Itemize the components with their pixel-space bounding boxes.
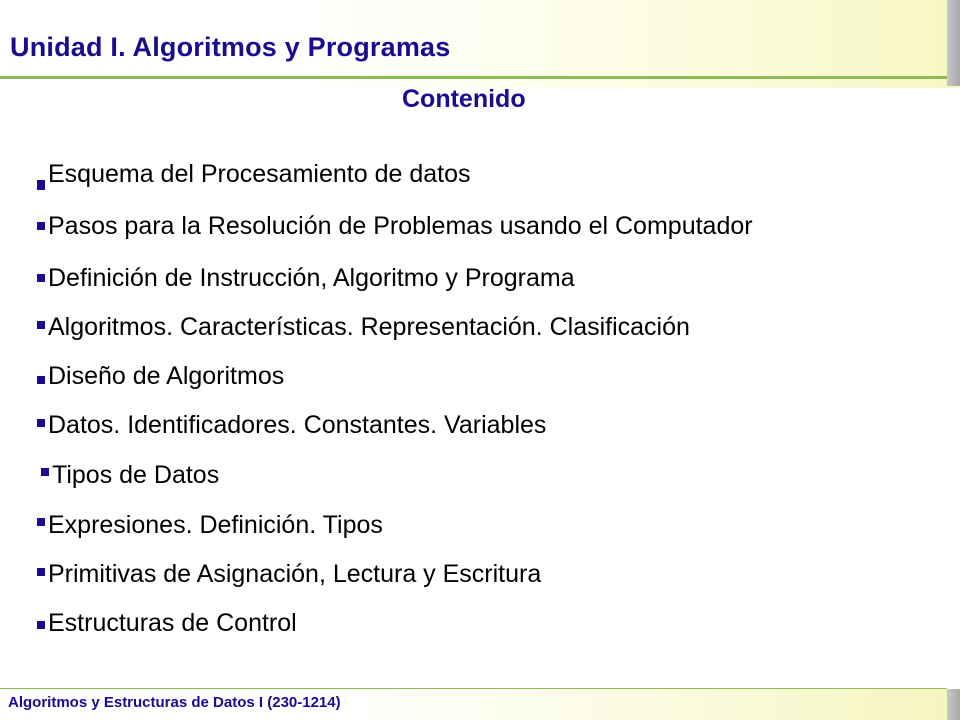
unit-title: Unidad I. Algoritmos y Programas [10, 32, 451, 62]
title-divider [0, 76, 947, 79]
bullet-square-icon [37, 222, 45, 230]
list-item-text: Datos. Identificadores. Constantes. Variables [48, 411, 547, 439]
list-item-text: Tipos de Datos [52, 461, 220, 489]
list-item-text: Pasos para la Resolución de Problemas usando el Computador [48, 212, 753, 240]
list-item-text: Diseño de Algoritmos [48, 362, 285, 390]
list-item-text: Algoritmos. Características. Representación. Clasificación [48, 313, 690, 341]
bullet-square-icon [37, 180, 45, 190]
bullet-square-icon [37, 568, 45, 576]
bullet-square-icon [37, 274, 45, 282]
bullet-square-icon [37, 518, 45, 526]
list-item-text: Estructuras de Control [48, 609, 297, 637]
footer-shadow [947, 689, 960, 720]
bullet-square-icon [37, 621, 45, 629]
list-item-text: Expresiones. Definición. Tipos [48, 511, 383, 539]
bullet-square-icon [37, 321, 45, 329]
section-subtitle: Contenido [402, 85, 526, 113]
list-item-text: Definición de Instrucción, Algoritmo y Programa [48, 264, 575, 292]
bullet-square-icon [37, 376, 45, 384]
title-shadow [947, 0, 960, 86]
bullet-square-icon [41, 468, 49, 476]
bullet-square-icon [37, 419, 45, 427]
list-item-text: Esquema del Procesamiento de datos [48, 160, 471, 188]
list-item-text: Primitivas de Asignación, Lectura y Escritura [48, 560, 542, 588]
course-footer: Algoritmos y Estructuras de Datos I (230-1214) [8, 694, 341, 711]
